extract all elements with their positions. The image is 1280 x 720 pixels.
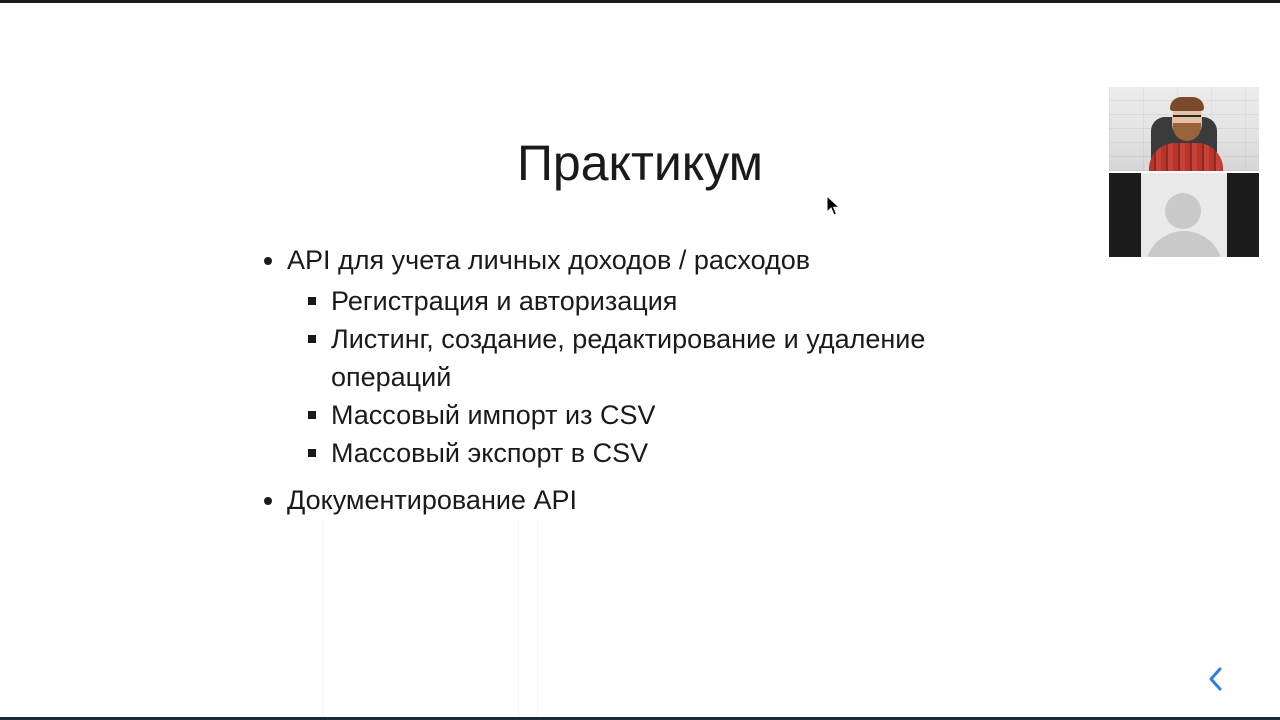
sub-bullet-item: Массовый импорт из CSV xyxy=(307,396,1022,434)
bullet-item xyxy=(262,478,1022,522)
bullet-item xyxy=(262,238,1022,472)
top-border xyxy=(0,0,1280,3)
mouse-cursor-icon xyxy=(826,195,842,217)
user-silhouette-body xyxy=(1145,231,1223,257)
letterbox-right xyxy=(1227,173,1259,257)
video-panel xyxy=(1109,87,1259,257)
participant-video-tile[interactable] xyxy=(1109,173,1259,257)
slide-title: Практикум xyxy=(516,135,764,191)
sub-bullet-item: Массовый экспорт в CSV xyxy=(307,434,1022,472)
speaker-shirt xyxy=(1149,143,1223,171)
chevron-left-icon[interactable] xyxy=(1203,664,1229,694)
bullet-text: Документирование API xyxy=(287,485,577,515)
user-silhouette-icon xyxy=(1165,193,1201,229)
divider xyxy=(518,520,519,717)
speaker-video-tile[interactable] xyxy=(1109,87,1259,171)
letterbox-left xyxy=(1109,173,1141,257)
speaker-glasses xyxy=(1173,115,1201,123)
sub-bullet-list xyxy=(307,282,1022,472)
bullet-text: API для учета личных доходов / расходов xyxy=(287,245,811,275)
divider xyxy=(537,520,538,717)
speaker-hair xyxy=(1170,97,1204,111)
sub-bullet-item: Регистрация и авторизация xyxy=(307,282,1022,320)
bullet-list xyxy=(262,238,1022,528)
divider xyxy=(322,520,323,717)
sub-bullet-item: Листинг, создание, редактирование и удаление операций xyxy=(307,320,1022,396)
